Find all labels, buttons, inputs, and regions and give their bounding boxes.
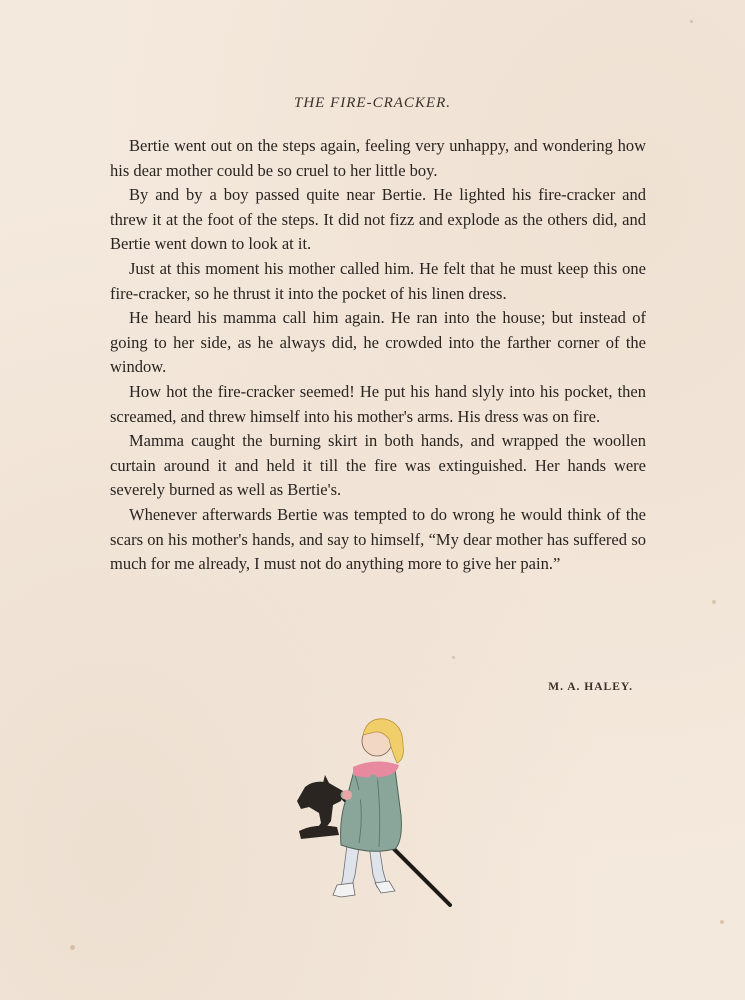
paper-speck [720,920,724,924]
paragraph-5: How hot the fire-cracker seemed! He put his hand slyly into his pocket, then screamed, and threw himself into his mother's arms. His dress was on fire. [110,381,646,426]
paragraph-2: By and by a boy passed quite near Bertie. He lighted his fire-cracker and threw it at the foot of the steps. It did not fizz and explode as the others did, and Bertie went down to look at it. [110,185,646,254]
paper-speck [70,945,75,950]
author-signature: M. A. HALEY. [548,681,633,693]
running-head: THE FIRE-CRACKER. [294,95,451,111]
paper-speck [452,656,455,659]
paragraph-1: Bertie went out on the steps again, feeling very unhappy, and wondering how his dear mother could be so cruel to her little boy. [110,136,646,180]
paper-speck [712,600,716,604]
paper-speck [690,20,693,23]
story-text [110,134,646,577]
paragraph-4: He heard his mamma call him again. He ran into the house; but instead of going to her side, as he always did, he crowded into the farther corner of the window. [110,308,646,377]
paragraph-3: Just at this moment his mother called him. He felt that he must keep this one fire-cracker, so he thrust it into the pocket of his linen dress. [110,258,646,303]
child-on-hobby-horse-illustration [285,705,465,920]
paragraph-7: Whenever afterwards Bertie was tempted to do wrong he would think of the scars on his mother's hands, and say to himself, “My dear mother has suffered so much for me already, I must not do anything more to give her pain.” [110,504,646,574]
paragraph-6: Mamma caught the burning skirt in both hands, and wrapped the woollen curtain around it and held it till the fire was extinguished. Her hands were severely burned as well as Bertie's. [110,431,646,500]
